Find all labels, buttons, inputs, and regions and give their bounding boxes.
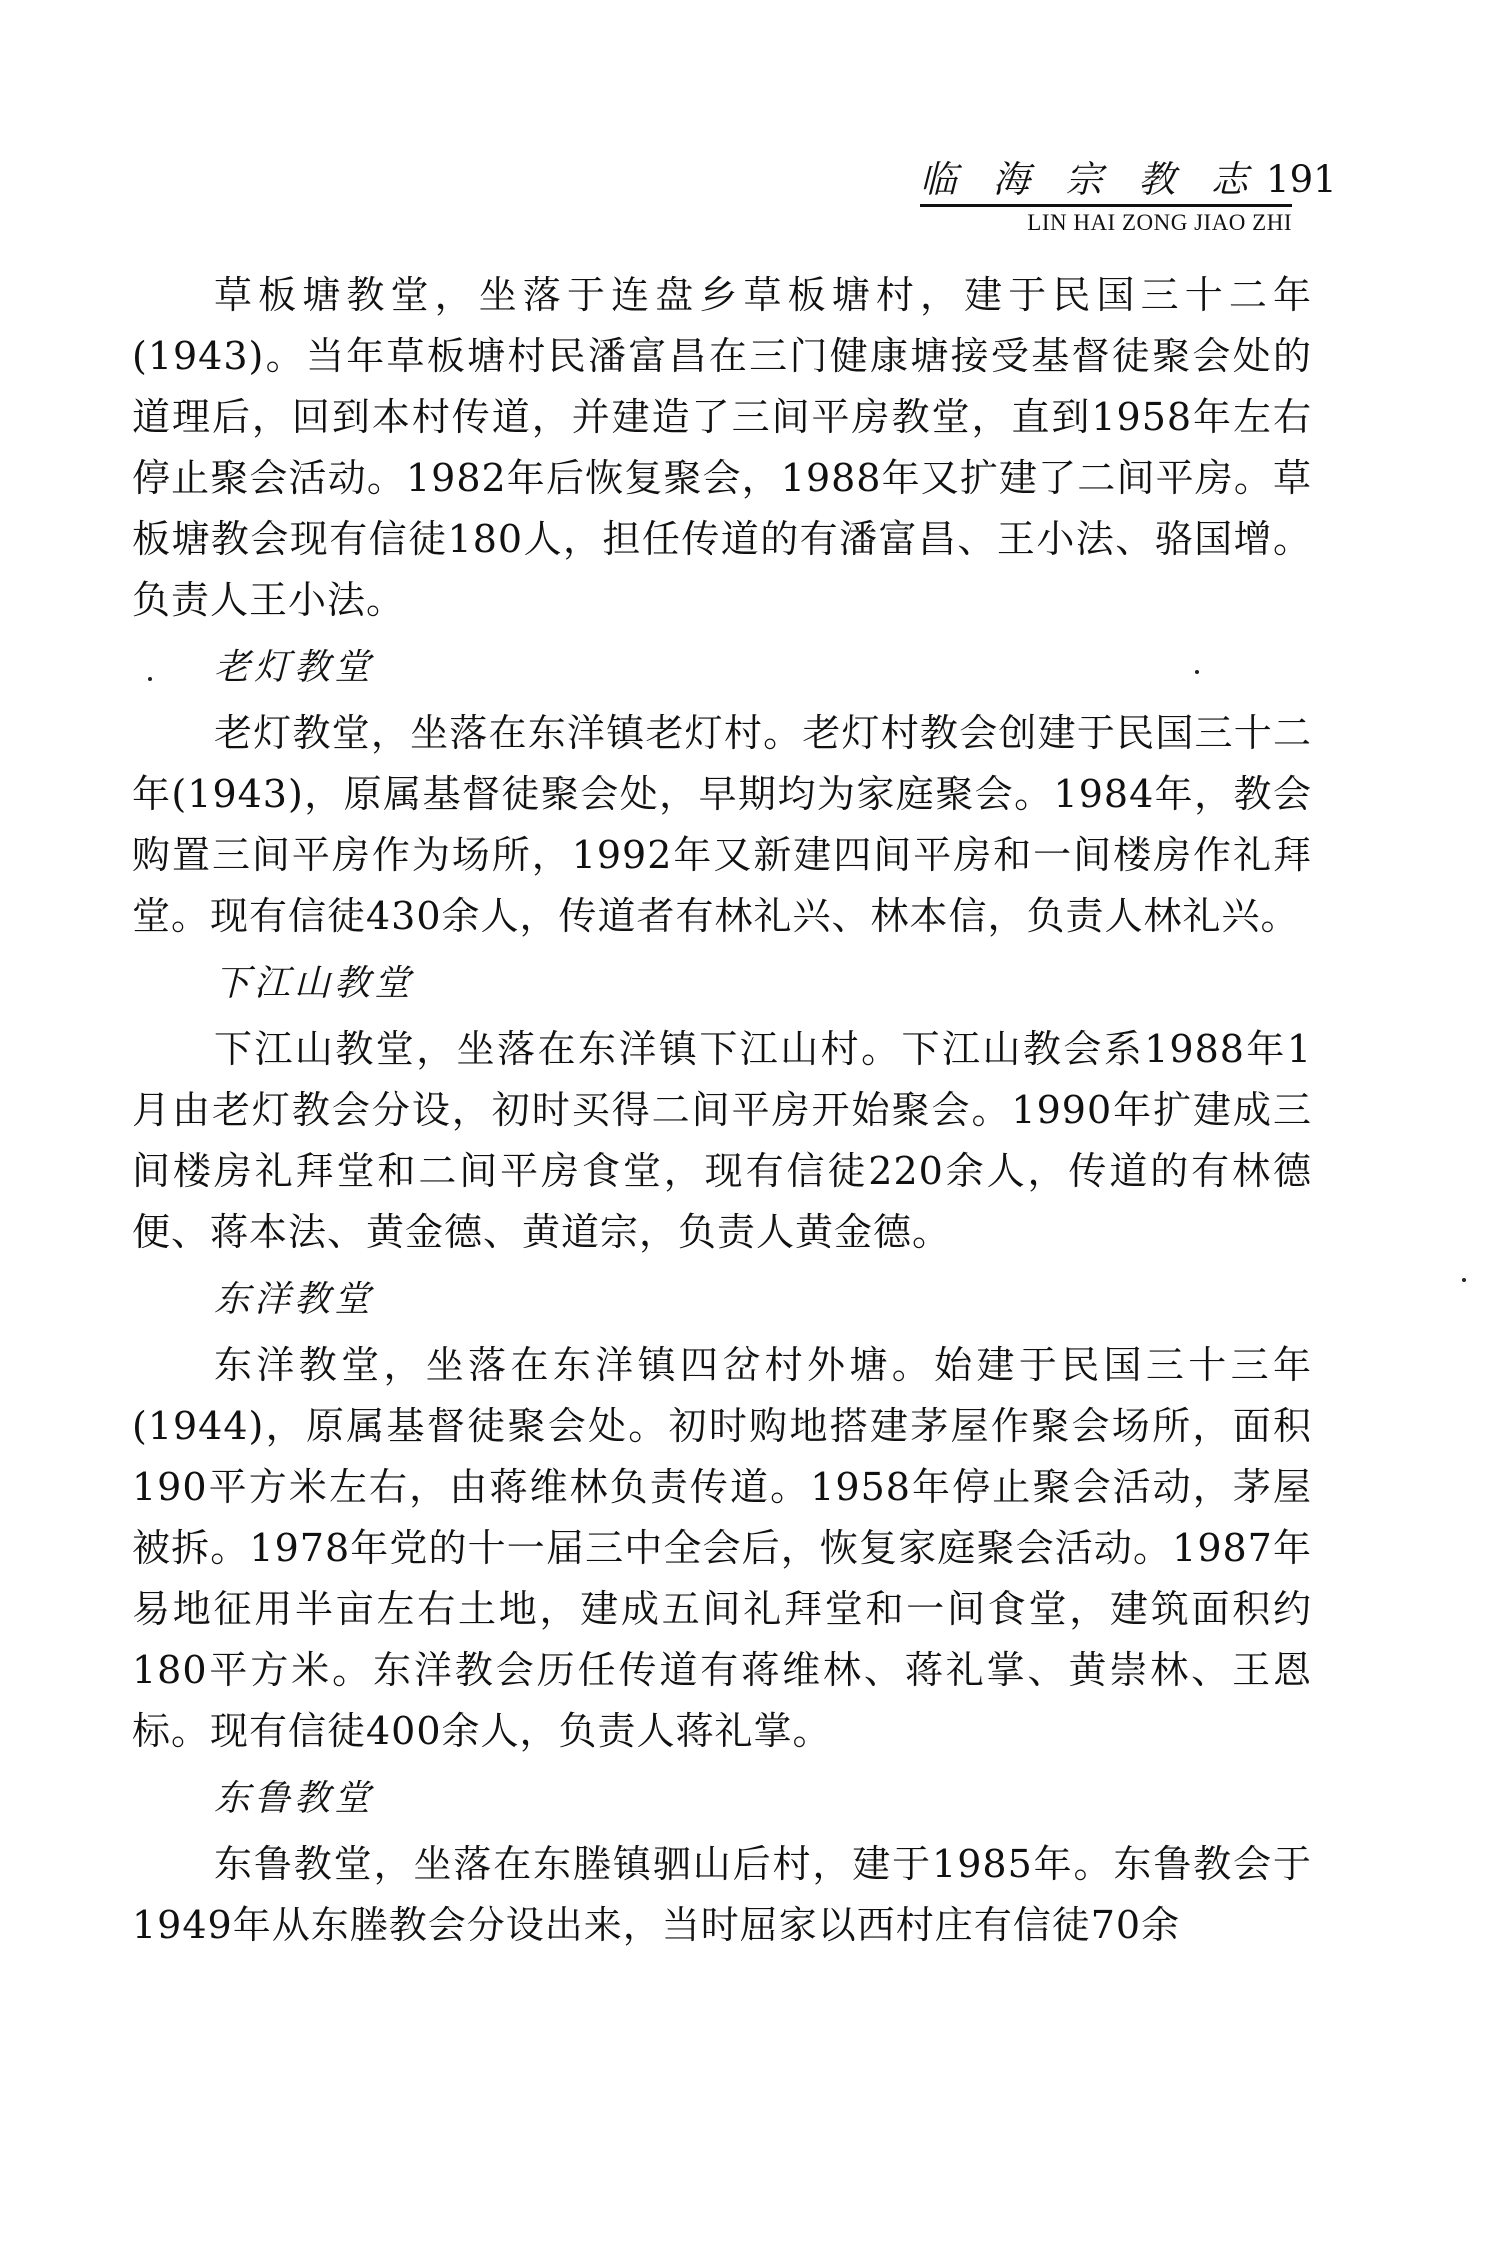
scan-speck [1462, 1278, 1466, 1282]
section-heading-laodeng: 老灯教堂 [214, 647, 375, 688]
section-heading-xiajiangshan: 下江山教堂 [214, 963, 415, 1004]
book-title-pinyin: LIN HAI ZONG JIAO ZHI [1027, 210, 1292, 235]
scan-speck [148, 677, 152, 681]
paragraph-donglu: 东鲁教堂，坐落在东塍镇驷山后村，建于1985年。东鲁教会于1949年从东塍教会分设出来，当时屈家以西村庄有信徒70余 [132, 1842, 1312, 1947]
scan-speck [1195, 670, 1199, 674]
section-heading-donglu: 东鲁教堂 [214, 1778, 375, 1819]
paragraph-caobantang: 草板塘教堂，坐落于连盘乡草板塘村，建于民国三十二年(1943)。当年草板塘村民潘富昌在三门健康塘接受基督徒聚会处的道理后，回到本村传道，并建造了三间平房教堂，直到1958年左右停止聚会活动。1982年后恢复聚会，1988年又扩建了二间平房。草板塘教会现有信徒180人，担任传道的有潘富昌、王小法、骆国增。负责人王小法。 [132, 273, 1312, 622]
book-title: 临 海 宗 教 志 [920, 158, 1261, 201]
section-heading-dongyang: 东洋教堂 [214, 1279, 375, 1320]
paragraph-dongyang: 东洋教堂，坐落在东洋镇四岔村外塘。始建于民国三十三年(1944)，原属基督徒聚会处。初时购地搭建茅屋作聚会场所，面积190平方米左右，由蒋维林负责传道。1958年停止聚会活动，茅屋被拆。1978年党的十一届三中全会后，恢复家庭聚会活动。1987年易地征用半亩左右土地，建成五间礼拜堂和一间食堂，建筑面积约180平方米。东洋教会历任传道有蒋维林、蒋礼掌、黄崇林、王恩标。现有信徒400余人，负责人蒋礼掌。 [132, 1343, 1312, 1753]
paragraph-laodeng: 老灯教堂，坐落在东洋镇老灯村。老灯村教会创建于民国三十二年(1943)，原属基督徒聚会处，早期均为家庭聚会。1984年，教会购置三间平房作为场所，1992年又新建四间平房和一间楼房作礼拜堂。现有信徒430余人，传道者有林礼兴、林本信，负责人林礼兴。 [132, 711, 1312, 938]
page-number: 191 [1266, 158, 1337, 201]
paragraph-xiajiangshan: 下江山教堂，坐落在东洋镇下江山村。下江山教会系1988年1月由老灯教会分设，初时买得二间平房开始聚会。1990年扩建成三间楼房礼拜堂和二间平房食堂，现有信徒220余人，传道的有林德便、蒋本法、黄金德、黄道宗，负责人黄金德。 [132, 1027, 1312, 1254]
book-title-line [920, 158, 1337, 202]
running-header [920, 158, 1337, 239]
document-body [132, 265, 1312, 1956]
